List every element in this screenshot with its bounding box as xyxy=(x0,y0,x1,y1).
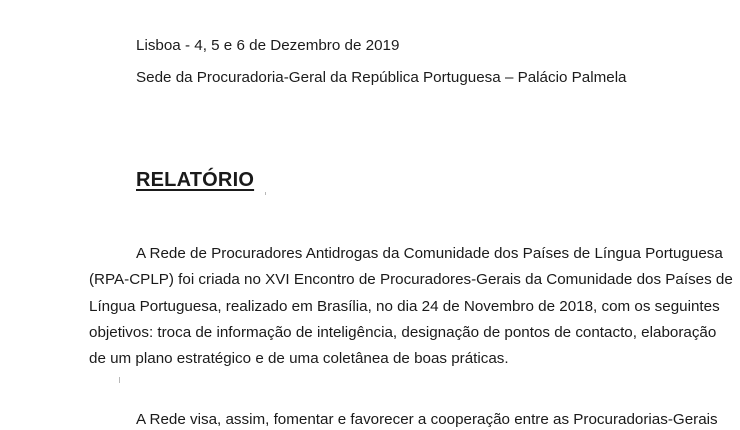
paragraph-1-line: Língua Portuguesa, realizado em Brasília, no dia 24 de Novembro de 2018, com os seguintes xyxy=(89,298,720,315)
scan-speck xyxy=(119,377,120,383)
paragraph-1-line: (RPA-CPLP) foi criada no XVI Encontro de Procuradores-Gerais da Comunidade dos Países de xyxy=(89,271,733,288)
paragraph-1-line: objetivos: troca de informação de inteligência, designação de pontos de contacto, elaboração xyxy=(89,324,717,341)
scan-speck xyxy=(265,192,266,195)
report-title: RELATÓRIO xyxy=(136,169,255,191)
paragraph-1-line: A Rede de Procuradores Antidrogas da Comunidade dos Países de Língua Portuguesa xyxy=(136,245,723,262)
paragraph-2-line: A Rede visa, assim, fomentar e favorecer a cooperação entre as Procuradorias-Gerais xyxy=(136,411,718,428)
paragraph-1-line: de um plano estratégico e de uma coletânea de boas práticas. xyxy=(89,350,509,367)
venue-line: Sede da Procuradoria-Geral da República Portuguesa – Palácio Palmela xyxy=(136,69,627,86)
date-line: Lisboa - 4, 5 e 6 de Dezembro de 2019 xyxy=(136,37,400,54)
